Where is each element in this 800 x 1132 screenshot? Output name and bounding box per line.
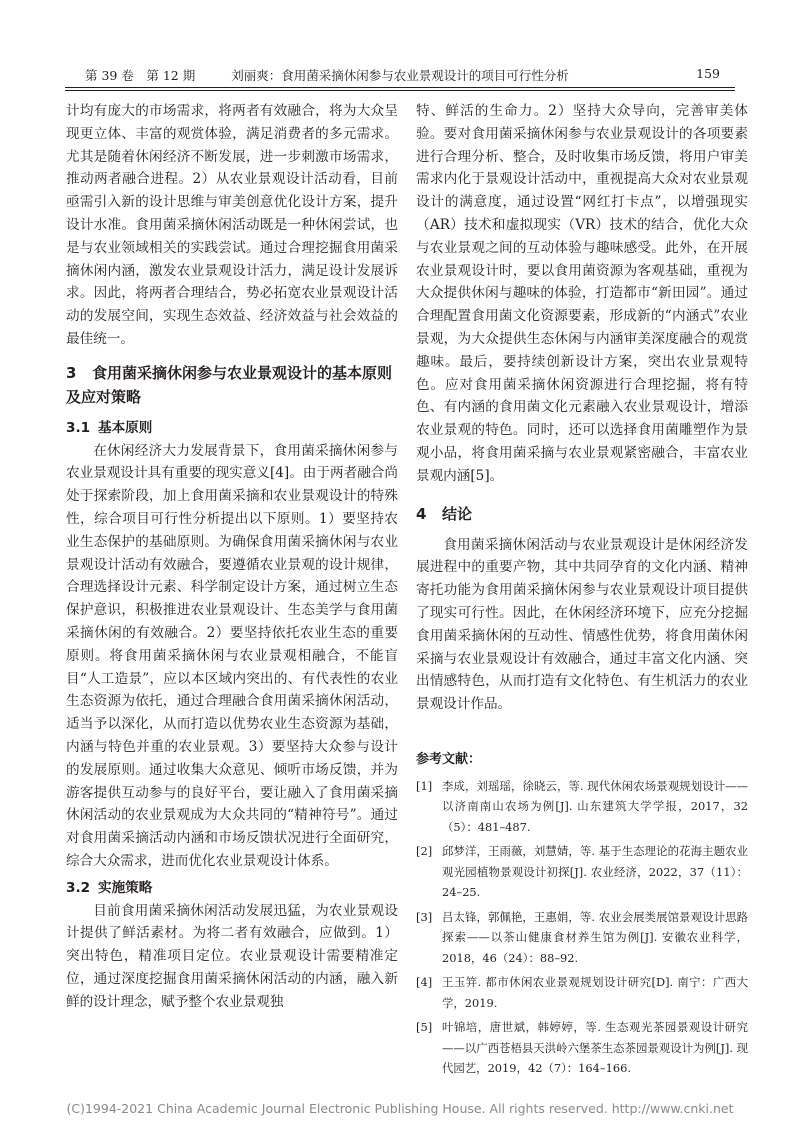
section-heading [416, 502, 748, 526]
subsection-title: 实施策略 [98, 879, 153, 896]
section-heading [66, 361, 398, 409]
header-rule-bottom [65, 90, 735, 91]
section-number: 4 [416, 504, 427, 523]
header-volume: 第 39 卷 第 12 期 [85, 68, 196, 83]
subsection-title: 基本原则 [98, 419, 153, 436]
header-title: 刘丽爽：食用菌采摘休闲参与农业景观设计的项目可行性分析 [231, 68, 569, 83]
paragraph: 在休闲经济大力发展背景下，食用菌采摘休闲参与农业景观设计具有重要的现实意义[4]。由于两者融合尚处于探索阶段，加上食用菌采摘和农业景观设计的特殊性，综合项目可行性分析提出以下原则。1）要坚持农业生态保护的基础原则。为确保食用菌采摘休闲与农业景观设计活动有效融合，要遵循农业景观的设计规律，合理选择设计元素、科学制定设计方案，通过树立生态保护意识，积极推进农业景观设计、生态美学与食用菌采摘休闲的有效融合。2）要坚持依托农业生态的重要原则。将食用菌采摘休闲与农业景观相融合，不能盲目“人工造景”，应以本区域内突出的、有代表性的农业生态资源为依托，通过合理融合食用菌采摘休闲活动，适当予以深化，从而打造以优势农业生态资源为基础，内涵与特色并重的农业景观。3）要坚持大众参与设计的发展原则。通过收集大众意见、倾听市场反馈，并为游客提供互动参与的良好平台，要让融入了食用菌采摘休闲活动的农业景观成为大众共同的“精神符号”。通过对食用菌采摘活动内涵和市场反馈状况进行全面研究，综合大众需求，进而优化农业景观设计体系。 [66, 442, 398, 869]
reference-number: [3] [416, 909, 433, 924]
reference-text: 王玉笄. 都市休闲农业景观规划设计研究[D]. 南宁：广西大学，2019. [442, 975, 748, 1010]
reference-number: [2] [416, 844, 433, 859]
copyright-footer: (C)1994-2021 China Academic Journal Electronic Publishing House. All rights reserved. http://www.cnki.net [66, 1101, 734, 1116]
references-title: 参考文献： [416, 751, 482, 767]
paragraph: 食用菌采摘休闲活动与农业景观设计是休闲经济发展进程中的重要产物，其中共同孕育的文化内涵、精神寄托功能为食用菌采摘休闲参与农业景观设计项目提供了现实可行性。因此，在休闲经济环境下，应充分挖掘食用菌采摘休闲的互动性、情感性优势，将食用菌休闲采摘与农业景观设计有效融合，通过丰富文化内涵、突出情感特色，从而打造有文化特色、有生机活力的农业景观设计作品。 [416, 536, 748, 713]
subsection-heading [66, 877, 398, 900]
reference-text: 邱梦洋，王雨薇，刘慧婧，等. 基于生态理论的花海主题农业观光园植物景观设计初探[J]. 农业经济，2022，37（11）：24–25. [442, 844, 748, 900]
reference-item [416, 1017, 748, 1079]
reference-item [416, 841, 748, 903]
reference-item [416, 776, 748, 838]
header-page-number: 159 [696, 66, 720, 81]
header-rule-top [65, 87, 735, 88]
right-column [416, 100, 748, 1083]
section-title: 结论 [442, 504, 473, 523]
reference-text: 叶锦培，唐世斌，韩婷婷，等. 生态观光茶园景观设计研究——以广西苍梧县天洪岭六堡茶生态茶园景观设计为例[J]. 现代园艺，2019，42（7）：164–166. [442, 1020, 748, 1076]
section-title: 食用菌采摘休闲参与农业景观设计的基本原则及应对策略 [66, 363, 393, 406]
reference-item [416, 972, 748, 1013]
reference-number: [1] [416, 778, 433, 793]
paragraph: 计均有庞大的市场需求，将两者有效融合，将为大众呈现更立体、丰富的观赏体验，满足消费者的多元需求。尤其是随着休闲经济不断发展，进一步刺激市场需求，推动两者融合进程。2）从农业景观设计活动看，目前亟需引入新的设计思维与审美创意优化设计方案，提升设计水准。食用菌采摘休闲活动既是一种休闲尝试，也是与农业领域相关的实践尝试。通过合理挖掘食用菌采摘休闲内涵，激发农业景观设计活力，满足设计发展诉求。因此，将两者合理结合，势必拓宽农业景观设计活动的发展空间，实现生态效益、经济效益与社会效益的最佳统一。 [66, 103, 398, 347]
reference-number: [4] [416, 975, 433, 990]
running-header [65, 64, 735, 86]
left-column [66, 100, 398, 1013]
subsection-number: 3.1 [66, 419, 91, 436]
paragraph: 目前食用菌采摘休闲活动发展迅猛，为农业景观设计提供了鲜活素材。为将二者有效融合，应做到。1）突出特色，精准项目定位。农业景观设计需要精准定位，通过深度挖掘食用菌采摘休闲活动的内涵，融入新鲜的设计理念，赋予整个农业景观独 [66, 902, 398, 1010]
paragraph: 特、鲜活的生命力。2）坚持大众导向，完善审美体验。要对食用菌采摘休闲参与农业景观设计的各项要素进行合理分析、整合，及时收集市场反馈，将用户审美需求内化于景观设计活动中，重视提高大众对农业景观设计的满意度，通过设置“网红打卡点”，以增强现实（AR）技术和虚拟现实（VR）技术的结合，优化大众与农业景观之间的互动体验与趣味感受。此外，在开展农业景观设计时，要以食用菌资源为客观基础，重视为大众提供休闲与趣味的体验，打造都市“新田园”。通过合理配置食用菌文化资源要素，形成新的“内涵式”农业景观，为大众提供生态休闲与内涵审美深度融合的观赏趣味。最后，要持续创新设计方案，突出农业景观特色。应对食用菌采摘休闲资源进行合理挖掘，将有特色、有内涵的食用菌文化元素融入农业景观设计，增添农业景观的特色。同时，还可以选择食用菌雕塑作为景观小品，将食用菌采摘与农业景观紧密融合，丰富农业景观内涵[5]。 [416, 103, 748, 484]
reference-number: [5] [416, 1020, 433, 1035]
subsection-heading [66, 417, 398, 440]
references-list [416, 776, 748, 1079]
subsection-number: 3.2 [66, 879, 91, 896]
section-number: 3 [66, 363, 77, 382]
reference-text: 李成，刘瑶瑶，徐晓云，等. 现代休闲农场景观规划设计——以济南南山农场为例[J]. 山东建筑大学学报，2017，32（5）：481–487. [442, 778, 748, 834]
reference-item [416, 907, 748, 969]
reference-text: 吕太锋，郭佩艳，王惠娟，等. 农业会展类展馆景观设计思路探索——以茶山健康食材养生馆为例[J]. 安徽农业科学，2018，46（24）：88–92. [442, 909, 748, 965]
